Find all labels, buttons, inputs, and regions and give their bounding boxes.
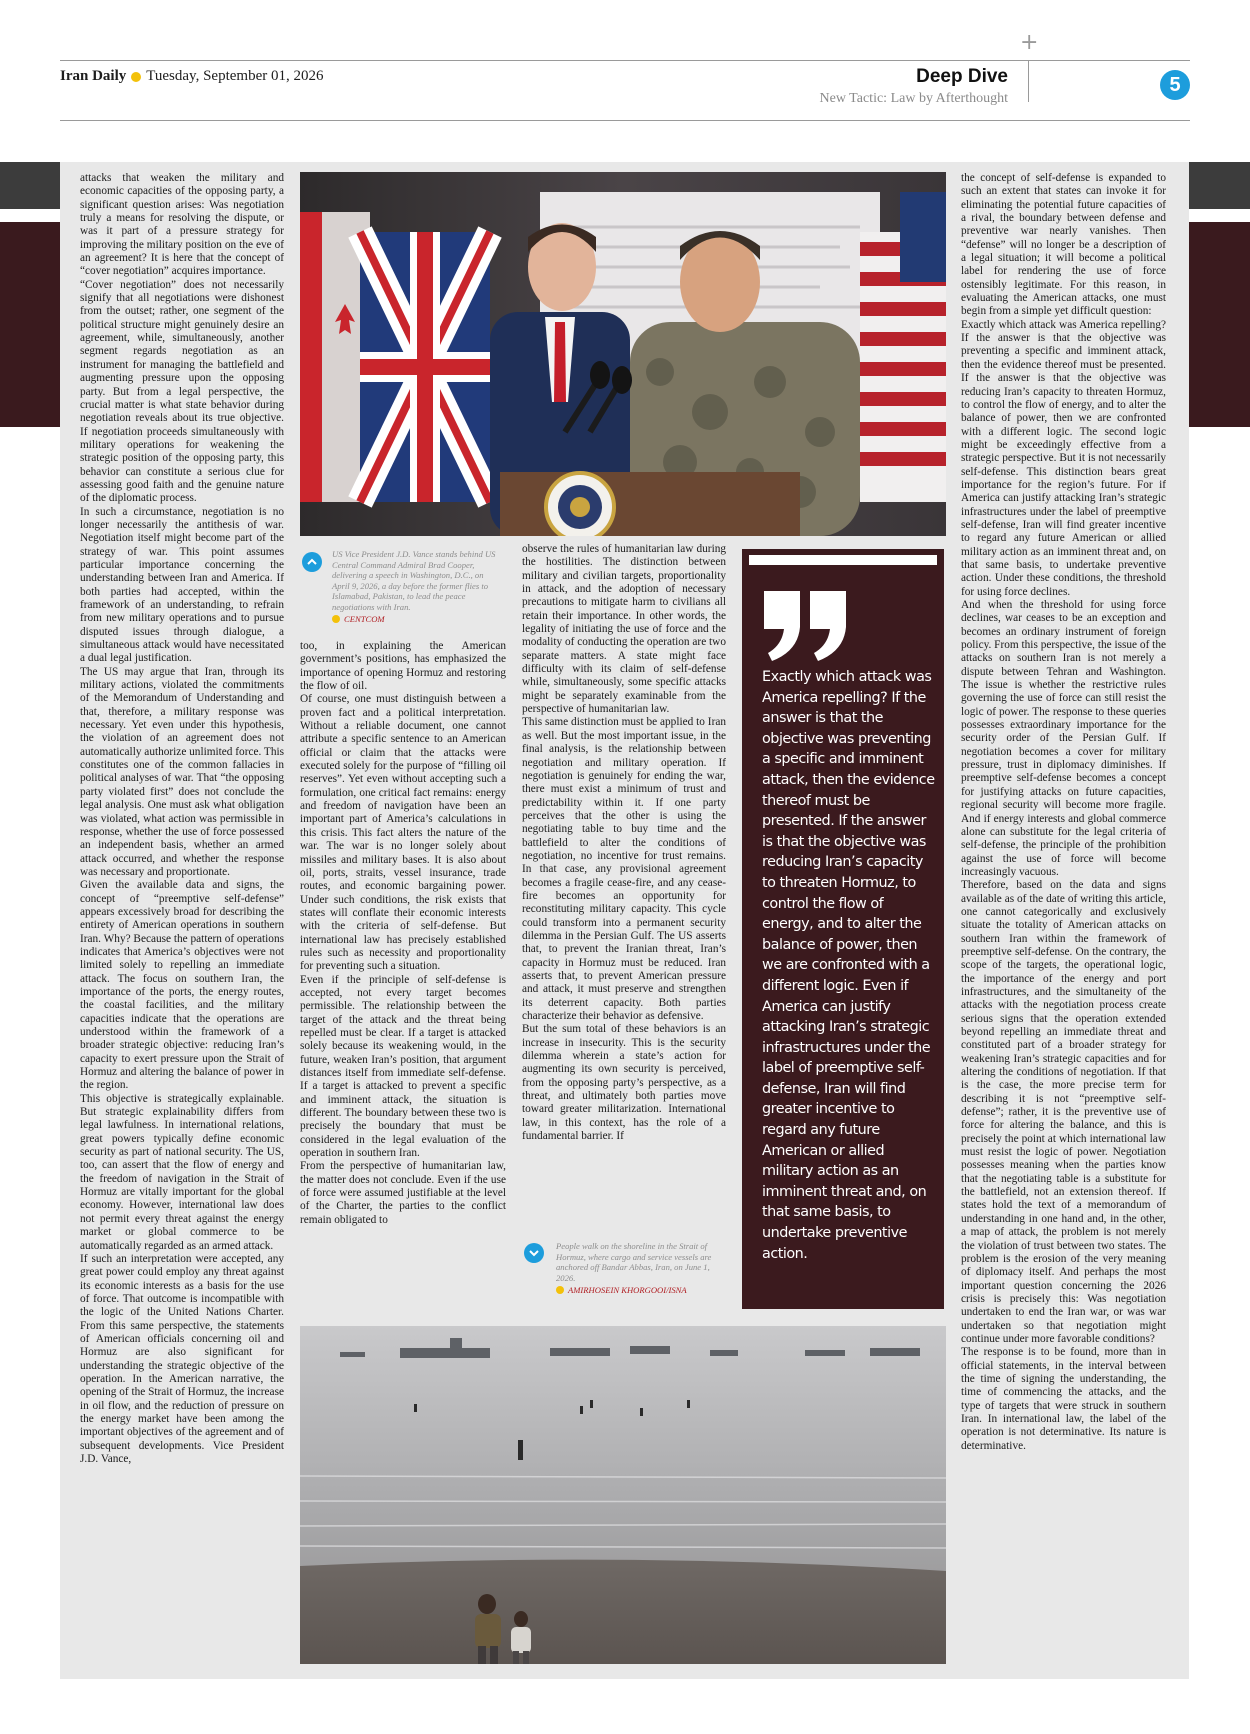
paragraph: the concept of self-defense is expanded to such an extent that states can invoke it for eliminating the potential future capacities of a rival, the boundary between defense and preventive war nearly vanishes. Then “defense” will no longer be a description of a legal situation; it will become a political label for rendering the use of force ostensibly legitimate. For this reason, in evaluating the American attacks, one must begin from a simple yet difficult question: xyxy=(961,172,1166,318)
paragraph: observe the rules of humanitarian law during the hostilities. The distinction between military and civilian targets, proportionality in attack, and the adoption of necessary precautions to mitigate harm to civilians all retain their importance. In other words, the legality of initiating the use of force and the modality of conducting the operation are two separate matters. A state might face difficulty with its claim of self-defense while, simultaneously, some specific attacks might be separately examinable from the perspective of humanitarian law. xyxy=(522,543,726,716)
paragraph: The response is to be found, more than in official statements, in the interval between the time of signing the understanding, the time of commencing the attacks, and the type of targets that were struck in southern Iran. In international law, the label of the operation is not determinative. Its nature is determinative. xyxy=(961,1346,1166,1452)
left-band-maroon xyxy=(0,222,60,427)
section-heading xyxy=(820,66,1009,107)
article-column-1 xyxy=(80,172,284,1672)
left-band-dark xyxy=(0,162,60,209)
paragraph: And when the threshold for using force declines, war ceases to be an exception and becomes an ordinary instrument of foreign policy. From this perspective, the issue of the attacks on southern Iran is not merely a dispute between Tehran and Washington. The issue is whether the restrictive rules governing the use of force can still resist the logic of power. The response to these queries possesses extraordinary importance for the security order of the Persian Gulf. If negotiation becomes a cover for military pressure, trust in diplomacy diminishes. If preemptive self-defense becomes a concept for justifying attacks on future capacities, regional security will become more fragile. And if energy interests and global commerce alone can substitute for the legal criteria of self-defense, the principle of the prohibition against the use of force will become increasingly vacuous. xyxy=(961,599,1166,878)
credit-dot-icon xyxy=(556,1286,564,1294)
credit-dot-icon xyxy=(332,615,340,623)
paragraph: But the sum total of these behaviors is an increase in insecurity. This is the security dilemma wherein a state’s action for augmenting its own security is perceived, from the opposing party’s perspective, as a threat, and ultimately both parties move toward greater militarization. International law, in this context, has the role of a fundamental barrier. If xyxy=(522,1023,726,1143)
caption-pointer-icon xyxy=(524,1243,544,1263)
right-band-maroon xyxy=(1189,222,1250,427)
section-title: Deep Dive xyxy=(916,66,1008,87)
article-column-3 xyxy=(522,543,726,1228)
credit-text: CENTCOM xyxy=(344,614,385,624)
paragraph: This objective is strategically explainable. But strategic explainability differs from legal lawfulness. In international relations, great powers typically define economic security as part of national security. The US, too, can assert that the flow of energy and the freedom of navigation in the Strait of Hormuz are vitally important for the global economy. However, international law does not permit every threat against the energy market or global commerce to be automatically regarded as an armed attack. xyxy=(80,1092,284,1252)
shoreline-photo xyxy=(300,1326,946,1664)
right-band-dark xyxy=(1189,162,1250,209)
pull-quote-text: Exactly which attack was America repelling? If the answer is that the objective was preventing a specific and imminent attack, then the evidence thereof must be presented. If the answer is that the objective was reducing Iran’s capacity to threaten Hormuz, to control the flow of energy, and to alter the balance of power, then we are confronted with a different logic. Even if America can justify attacking Iran’s strategic infrastructures under the label of preemptive self-defense, Iran will find greater incentive to regard any future American or allied military action as an imminent threat and, on that same basis, to undertake preventive action. xyxy=(762,669,935,1262)
photo-credit xyxy=(556,1285,726,1296)
section-subtitle: New Tactic: Law by Afterthought xyxy=(819,91,1008,106)
plus-mark-icon: + xyxy=(1020,30,1039,55)
paragraph: This same distinction must be applied to Iran as well. But the most important issue, in the final analysis, is the relationship between negotiation and military operation. If negotiation is genuinely for ending the war, there must exist a minimum of trust and predictability within it. If one party perceives that the other is using the negotiating table to buy time and the battlefield to alter the conditions of negotiation, no incentive for trust remains. In that case, any provisional agreement becomes a fragile cease-fire, and any cease-fire becomes an opportunity for reconstituting military capacity. This cycle could transform into a permanent security dilemma in the Persian Gulf. The US asserts that, to prevent the Iranian threat, Iran’s capacity in Hormuz must be reduced. Iran asserts that, to prevent American pressure and attack, it must preserve and strengthen its deterrent capacity. Both parties characterize their behavior as defensive. xyxy=(522,716,726,1023)
paragraph: Even if the principle of self-defense is accepted, not every target becomes permissible. The relationship between the target of the attack and the threat being repelled must be clear. If a target is attacked solely because its weakening would, in the future, weaken Iran’s position, that argument distances itself from immediate self-defense. If a target is attacked to prevent a specific and imminent attack, the situation is different. The boundary between these two is precisely the boundary that must be considered in the legal evaluation of the operation in southern Iran. xyxy=(300,973,506,1160)
article-column-4 xyxy=(961,172,1166,1672)
bullet-dot-icon xyxy=(131,72,141,82)
paragraph: Exactly which attack was America repelling? If the answer is that the objective was preventing a specific and imminent attack, then the evidence thereof must be presented. If the answer is that the objective was reducing Iran’s capacity to threaten Hormuz, to control the flow of energy, and to alter the balance of power, then we are confronted with a different logic. The second logic might be exceedingly effective from a strategic perspective. But it is not necessarily self-defense. This distinction bears great importance for the region’s future. For if America can justify attacking Iran’s strategic infrastructures under the label of preemptive self-defense, Iran will find greater incentive to regard any future American or allied military action as an imminent threat and, on that same basis, to undertake preventive action. Under these conditions, the threshold for using force declines. xyxy=(961,318,1166,598)
paragraph: attacks that weaken the military and economic capacities of the opposing party, a significant question arises: Was negotiation truly a means for resolving the dispute, or was it part of a pressure strategy for improving the military position on the eve of an agreement? It is here that the concept of “cover negotiation” acquires importance. xyxy=(80,172,284,278)
paragraph: The US may argue that Iran, through its military actions, violated the commitments of the Memorandum of Understanding and that, therefore, a military response was necessary. Yet even under this hypothesis, the violation of an agreement does not automatically authorize unlimited force. This constitutes one of the common fallacies in political analyses of war. That “the opposing party violated first” does not conclude the legal analysis. One must ask what obligation was violated, what action was permissible in response, whether the use of force possessed an independent basis, whether an armed attack occurred, and whether the response was necessary and proportionate. xyxy=(80,665,284,878)
quote-mark-icon xyxy=(762,589,852,664)
caption-pointer-icon xyxy=(302,552,322,572)
photo-caption xyxy=(332,549,502,625)
paper-name: Iran Daily xyxy=(60,68,127,84)
header-top-rule xyxy=(60,60,1190,61)
credit-text: AMIRHOSEIN KHORGOOI/ISNA xyxy=(568,1285,687,1295)
paragraph: Of course, one must distinguish between a proven fact and a political interpretation. Without a reliable document, one cannot attribute a specific sentence to an American official or claim that the attacks were executed solely for the purpose of “filling oil reserves”. Yet even without accepting such a formulation, one critical fact remains: energy and freedom of navigation have been an important part of America’s calculations in this crisis. This fact alters the nature of the war. The war is no longer solely about missiles and military bases. It is also about oil, ports, straits, vessel insurance, trade routes, and economic bargaining power. Under such conditions, the risk exists that states will conflate their economic interests with the criteria of self-defense. But international law has precisely established rules such as necessity and proportionality for preventing such a situation. xyxy=(300,693,506,973)
pull-quote-box xyxy=(742,549,944,1309)
paragraph: In such a circumstance, negotiation is no longer necessarily the antithesis of war. Negotiation itself might become part of the strategy of war. This point assumes particular importance concerning the understanding between Iran and America. If both parties had accepted, within the framework of an understanding, to refrain from new military operations and to pursue disputed issues through dialogue, a simultaneous attack would have necessitated a dual legal justification. xyxy=(80,505,284,665)
photo-caption xyxy=(556,1241,726,1296)
paragraph: If such an interpretation were accepted, any great power could employ any threat against its economic interests as a basis for the use of force. That outcome is incompatible with the logic of the United Nations Charter. From this same perspective, the statements of American officials concerning oil and Hormuz are also significant for understanding the strategic objective of the operation. In the American narrative, the opening of the Strait of Hormuz, the increase in oil flow, and the reduction of pressure on the energy market have been among the important objectives of the agreement and of subsequent developments. Vice President J.D. Vance, xyxy=(80,1252,284,1465)
paragraph: too, in explaining the American government’s positions, has emphasized the importance of opening Hormuz and restoring the flow of oil. xyxy=(300,640,506,693)
paragraph: From the perspective of humanitarian law, the matter does not conclude. Even if the use of force were assumed justifiable at the level of the Charter, the parties to the conflict remain obligated to xyxy=(300,1160,506,1226)
header-bottom-rule xyxy=(60,120,1190,121)
header-divider xyxy=(1028,60,1029,102)
press-conference-photo xyxy=(300,172,946,536)
issue-date: Tuesday, September 01, 2026 xyxy=(146,68,324,84)
page-number-badge: 5 xyxy=(1160,70,1190,100)
photo-credit xyxy=(332,614,502,625)
masthead xyxy=(60,68,323,85)
paragraph: Given the available data and signs, the concept of “preemptive self-defense” appears excessively broad for describing the entirety of American operations in southern Iran. Why? Because the pattern of operations indicates that America’s objectives were not limited solely to repelling an immediate attack. The focus on southern Iran, the importance of the ports, the energy routes, the coastal facilities, and the military capacities indicate that the operations are understood within the framework of a broader strategic objective: reducing Iran’s capacity to exert pressure upon the Strait of Hormuz and altering the balance of power in the region. xyxy=(80,879,284,1092)
paragraph: “Cover negotiation” does not necessarily signify that all negotiations were dishonest from the outset; rather, one segment of the political structure might genuinely desire an agreement, while, simultaneously, another segment regards negotiation as an instrument for managing the battlefield and augmenting pressure upon the opposing party. But from a legal perspective, the crucial matter is what state behavior during negotiation reveals about its true objective. If negotiation proceeds simultaneously with military operations for weakening the strategic position of the opposing party, this behavior can constitute a serious clue for assessing good faith and the genuine nature of the diplomatic process. xyxy=(80,278,284,505)
paragraph: Therefore, based on the data and signs available as of the date of writing this article, one cannot categorically and exclusively situate the totality of American attacks on southern Iran within the framework of preemptive self-defense. On the contrary, the scope of the targets, the operational logic, the importance of the energy and port infrastructures, and the simultaneity of the attacks with the negotiation process create serious signs that the operation extended beyond repelling an immediate threat and constituted part of a broader strategy for weakening Iran’s strategic capacities and for altering the conditions of negotiation. If that is the case, the more precise term for describing it is not “preemptive self-defense”; rather, it is the preventive use of force for altering the balance, and this is precisely the point at which international law must resist the logic of power. Negotiation possesses meaning when the parties know that the negotiating table is a substitute for the battlefield, not an extension thereof. If states hold the text of a memorandum of understanding in one hand and, in the other, a map of attack, the problem is not merely the violation of trust between two states. The problem is the erosion of the very meaning of diplomacy itself. And perhaps the most important question concerning the 2026 crisis is precisely this: Was negotiation undertaken to end the Iran war, or was war undertaken so that negotiation might continue under more favorable conditions? xyxy=(961,879,1166,1345)
article-column-2 xyxy=(300,640,506,1320)
caption-text: People walk on the shoreline in the Strait of Hormuz, where cargo and service vessels are anchored off Bandar Abbas, Iran, on June 1, 2026. xyxy=(556,1241,712,1283)
quote-top-bar xyxy=(749,555,937,565)
caption-text: US Vice President J.D. Vance stands behind US Central Command Admiral Brad Cooper, delivering a speech in Washington, D.C., on April 9, 2026, a day before the former flies to Islamabad, Pakistan, to lead the peace negotiations with Iran. xyxy=(332,549,496,612)
